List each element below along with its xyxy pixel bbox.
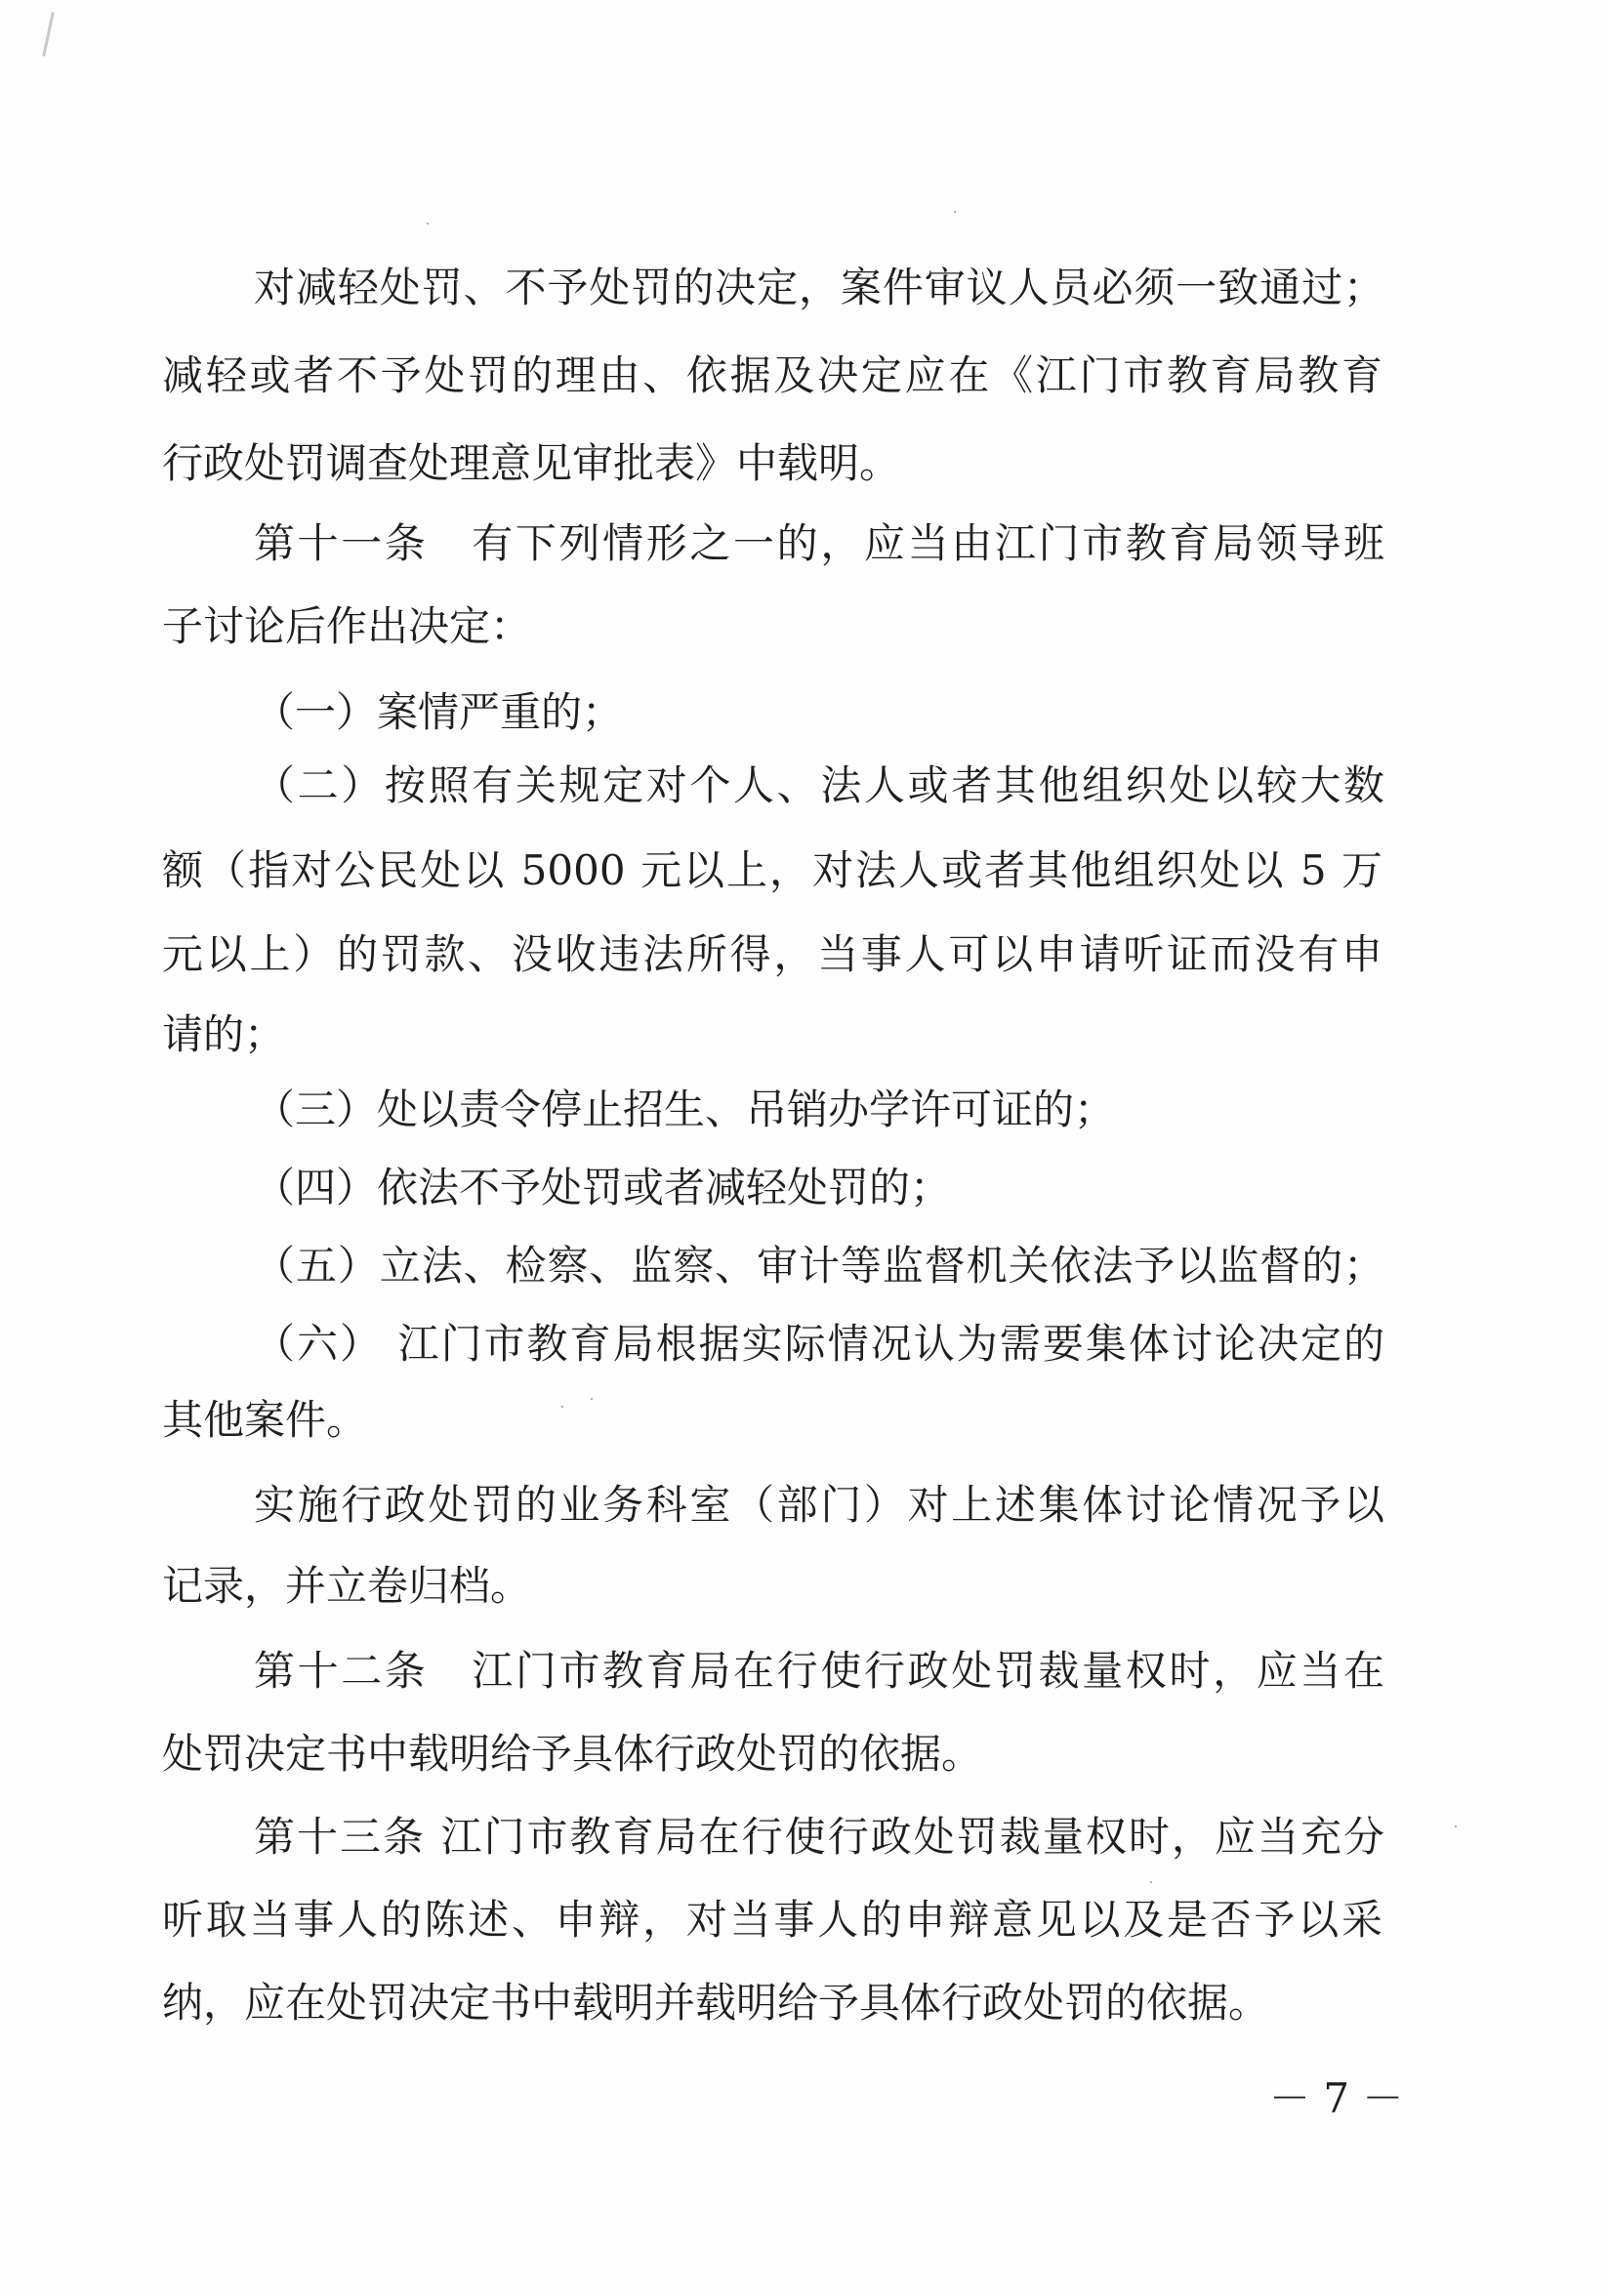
paragraph-line: 处罚决定书中载明给予具体行政处罚的依据。 xyxy=(162,1730,983,1778)
list-item: （四）依法不予处罚或者减轻处罚的； xyxy=(254,1164,952,1211)
scan-mark xyxy=(1455,1825,1457,1827)
paragraph-line: 额（指对公民处以 5000 元以上，对法人或者其他组织处以 5 万 xyxy=(162,846,1382,894)
list-item: （一）案情严重的； xyxy=(254,688,624,736)
paragraph-line: 请的； xyxy=(162,1010,286,1058)
article-heading-line: 第十一条 有下列情形之一的，应当由江门市教育局领导班 xyxy=(254,519,1384,567)
paragraph-line: 减轻或者不予处罚的理由、依据及决定应在《江门市教育局教育 xyxy=(162,351,1382,399)
paragraph-line: 元以上）的罚款、没收违法所得，当事人可以申请听证而没有申 xyxy=(162,930,1382,978)
scan-mark xyxy=(561,1406,563,1408)
paragraph-line: 其他案件。 xyxy=(162,1396,368,1444)
list-item: （六） 江门市教育局根据实际情况认为需要集体讨论决定的 xyxy=(254,1320,1384,1368)
paragraph-line: 记录，并立卷归档。 xyxy=(162,1562,532,1610)
paragraph-line: 对减轻处罚、不予处罚的决定，案件审议人员必须一致通过； xyxy=(254,264,1384,311)
paragraph-line: 实施行政处罚的业务科室（部门）对上述集体讨论情况予以 xyxy=(254,1481,1384,1529)
paragraph-line: 纳，应在处罚决定书中载明并载明给予具体行政处罚的依据。 xyxy=(162,1979,1270,2027)
article-heading-line: 第十三条 江门市教育局在行使行政处罚裁量权时，应当充分 xyxy=(254,1813,1384,1861)
page-number: － 7 － xyxy=(1269,2074,1404,2122)
list-item: （三）处以责令停止招生、吊销办学许可证的； xyxy=(254,1086,1116,1133)
article-heading-line: 第十二条 江门市教育局在行使行政处罚裁量权时，应当在 xyxy=(254,1647,1384,1695)
paragraph-line: 听取当事人的陈述、申辩，对当事人的申辩意见以及是否予以采 xyxy=(162,1896,1382,1944)
scan-mark xyxy=(954,211,956,213)
paragraph-line: 子讨论后作出决定： xyxy=(162,602,532,650)
scan-mark xyxy=(1150,1881,1152,1883)
list-item: （二）按照有关规定对个人、法人或者其他组织处以较大数 xyxy=(254,761,1384,809)
scan-mark xyxy=(591,1398,593,1400)
scan-mark xyxy=(42,12,54,57)
list-item: （五）立法、检察、监察、审计等监督机关依法予以监督的； xyxy=(254,1242,1384,1290)
paragraph-line: 行政处罚调查处理意见审批表》中载明。 xyxy=(162,439,901,487)
scan-mark xyxy=(427,223,429,225)
